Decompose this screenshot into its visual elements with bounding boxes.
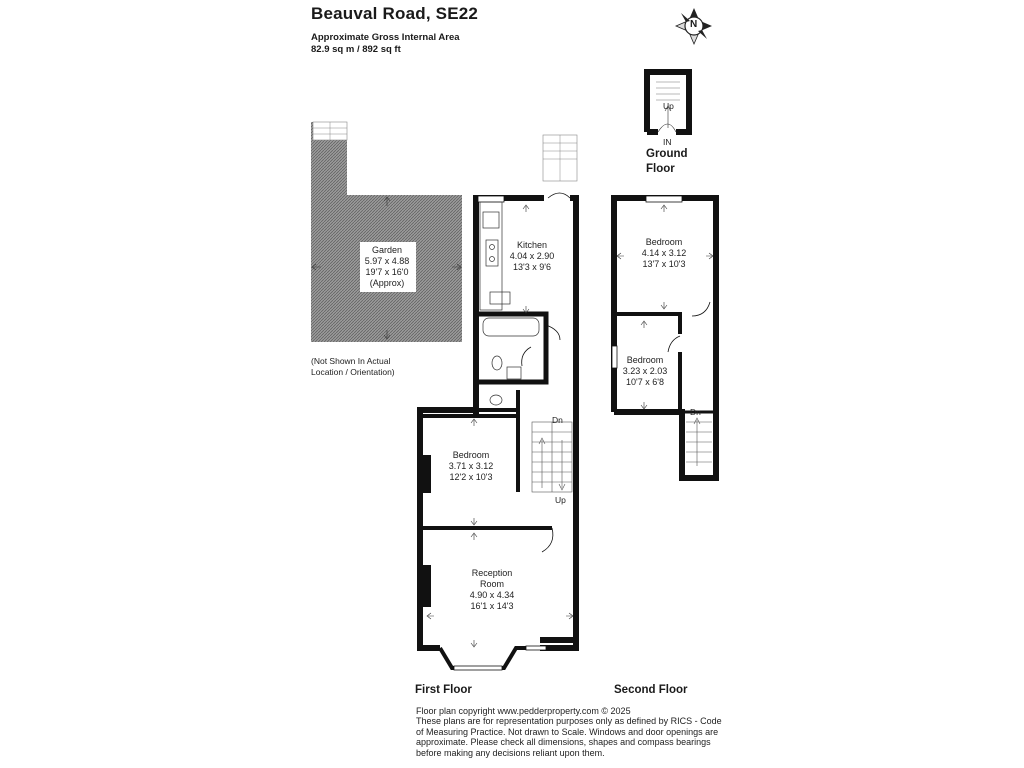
second-floor-staircase <box>686 418 712 466</box>
ground-stair-up-label: Up <box>663 101 674 111</box>
second-floor-stair-down-label: Dn <box>690 407 701 417</box>
plan-title: Beauval Road, SE22 <box>311 4 479 23</box>
reception-metric: 4.90 x 4.34 <box>469 590 515 600</box>
footer-line1: These plans are for representation purposes only as defined by RICS - Code <box>416 716 722 727</box>
second-floor-bedroom1-imperial: 13'7 x 10'3 <box>642 259 686 269</box>
garden-metric: 5.97 x 4.88 <box>364 256 410 266</box>
ground-floor-label-line2: Floor <box>646 163 675 175</box>
footer-line3: approximate. Please check all dimensions, shapes and compass bearings <box>416 737 711 748</box>
garden-disclaimer-line1: (Not Shown In Actual <box>311 356 391 366</box>
bathroom-fittings <box>483 318 539 405</box>
garden-note: (Approx) <box>369 278 405 288</box>
kitchen-label <box>510 240 555 273</box>
second-floor-bedroom2-metric: 3.23 x 2.03 <box>622 366 668 376</box>
second-floor-bedroom2-name: Bedroom <box>626 355 664 365</box>
first-floor-stair-up-label: Up <box>555 495 566 505</box>
ground-floor-label-line1: Ground <box>646 148 688 160</box>
rear-steps <box>543 135 577 181</box>
first-floor-stair-down-label: Dn <box>552 415 563 425</box>
first-floor-bedroom-label <box>449 450 494 483</box>
garden-area <box>311 122 462 342</box>
garden-disclaimer <box>311 356 395 378</box>
entrance-label: IN <box>663 137 672 147</box>
footer-copyright: Floor plan copyright www.pedderproperty.com © 2025 <box>416 706 631 716</box>
kitchen-metric: 4.04 x 2.90 <box>509 251 555 261</box>
first-floor-bedroom-metric: 3.71 x 3.12 <box>448 461 494 471</box>
first-floor-staircase <box>532 422 572 492</box>
garden-label <box>365 245 410 289</box>
garden-name: Garden <box>371 245 403 255</box>
area-label: Approximate Gross Internal Area <box>311 32 460 43</box>
reception-imperial: 16'1 x 14'3 <box>470 601 514 611</box>
second-floor-bedroom1-label <box>642 237 687 270</box>
ground-floor-label <box>646 147 688 177</box>
footer-line4: before making any decisions reliant upon them. <box>416 747 605 758</box>
first-floor-bedroom-imperial: 12'2 x 10'3 <box>449 472 493 482</box>
garden-disclaimer-line2: Location / Orientation) <box>311 367 395 377</box>
compass-label: N <box>690 19 698 30</box>
second-floor-bedroom2-label <box>623 355 668 388</box>
second-floor-bedroom1-name: Bedroom <box>645 237 683 247</box>
reception-room-label <box>470 568 515 612</box>
second-floor-label: Second Floor <box>614 684 688 696</box>
second-floor-bedroom2-imperial: 10'7 x 6'8 <box>626 377 664 387</box>
first-floor-label: First Floor <box>415 684 472 696</box>
garden-imperial: 19'7 x 16'0 <box>365 267 409 277</box>
reception-name-line2: Room <box>479 579 505 589</box>
footer-disclaimer <box>416 706 722 758</box>
kitchen-name: Kitchen <box>516 240 548 250</box>
area-value: 82.9 sq m / 892 sq ft <box>311 44 401 55</box>
kitchen-fittings <box>480 202 510 310</box>
first-floor-bedroom-name: Bedroom <box>452 450 490 460</box>
second-floor-bedroom1-metric: 4.14 x 3.12 <box>641 248 687 258</box>
kitchen-imperial: 13'3 x 9'6 <box>513 262 551 272</box>
footer-line2: of Measuring Practice. Not drawn to Scale. Windows and door openings are <box>416 726 719 737</box>
reception-name-line1: Reception <box>471 568 513 578</box>
